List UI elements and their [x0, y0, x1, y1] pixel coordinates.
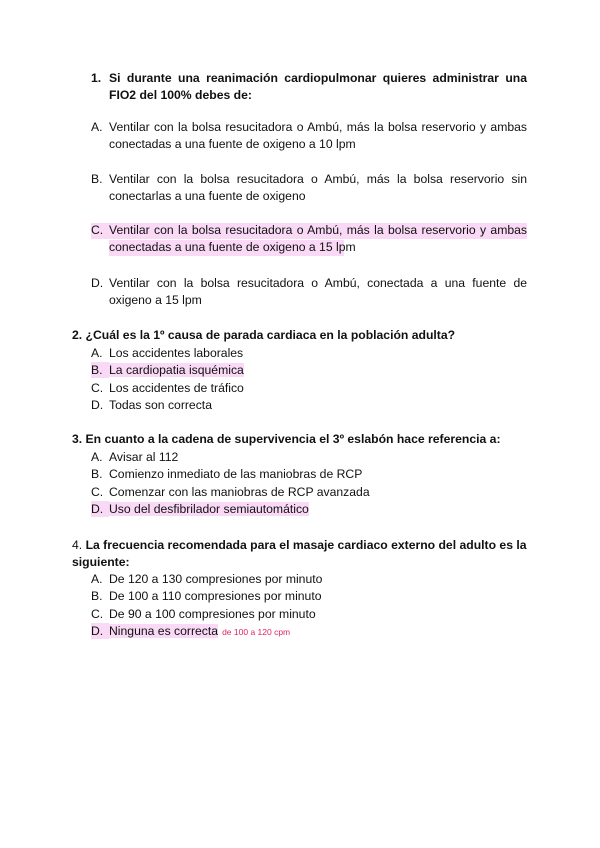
q1-option-c-letter: C.: [91, 223, 104, 237]
q2-option-d-text: Todas son correcta: [109, 398, 212, 412]
q1-option-b-letter: B.: [91, 172, 103, 186]
q2-option-c-text: Los accidentes de tráfico: [109, 381, 244, 395]
question-4-text: La frecuencia recomendada para el masaje cardiaco externo del adulto es la siguiente:: [72, 538, 527, 569]
q1-option-c: [91, 222, 527, 256]
q3-option-b-letter: B.: [91, 467, 103, 481]
q4-option-b: [91, 588, 322, 604]
q2-option-a-letter: A.: [91, 346, 103, 360]
question-4: [72, 537, 527, 571]
q1-option-d: [91, 275, 527, 309]
q3-option-c-text: Comenzar con las maniobras de RCP avanzada: [109, 485, 370, 499]
q1-option-b: [91, 171, 527, 205]
question-1-number: 1.: [91, 71, 102, 85]
q1-option-c-text: Ventilar con la bolsa resucitadora o Ambú, más la bolsa reservorio y ambas conectadas a una fuente de oxigeno a 15 lpm: [109, 223, 527, 254]
q1-option-a: [91, 119, 527, 153]
q1-option-b-text: Ventilar con la bolsa resucitadora o Ambú, más la bolsa reservorio sin conectarlas a una fuente de oxigeno: [109, 172, 527, 203]
q1-option-a-text: Ventilar con la bolsa resucitadora o Ambú, más la bolsa reservorio y ambas conectadas a una fuente de oxigeno a 10 lpm: [109, 120, 527, 151]
q4-answer-note: de 100 a 120 cpm: [222, 627, 291, 637]
q4-option-d: [91, 623, 290, 640]
q2-option-b-text: La cardiopatia isquémica: [109, 363, 244, 377]
q3-option-d-text: Uso del desfibrilador semiautomático: [109, 502, 309, 516]
q4-option-a-letter: A.: [91, 572, 103, 586]
q2-option-d: [91, 397, 212, 413]
q4-option-c-text: De 90 a 100 compresiones por minuto: [109, 607, 316, 621]
q2-option-b-letter: B.: [91, 362, 109, 378]
q3-option-b: [91, 466, 362, 482]
q2-option-b: [91, 362, 244, 378]
question-3-text: 3. En cuanto a la cadena de supervivencia el 3º eslabón hace referencia a:: [72, 432, 501, 446]
q4-option-b-letter: B.: [91, 589, 103, 603]
q3-option-d-letter: D.: [91, 501, 109, 517]
q3-option-a-text: Avisar al 112: [109, 450, 179, 464]
q2-option-c: [91, 380, 244, 396]
question-4-number: 4.: [72, 538, 83, 552]
question-1: [91, 70, 527, 104]
question-2-text: 2. ¿Cuál es la 1º causa de parada cardiaca en la población adulta?: [72, 328, 456, 342]
q4-option-a-text: De 120 a 130 compresiones por minuto: [109, 572, 323, 586]
q3-option-a: [91, 449, 178, 465]
q3-option-d: [91, 501, 309, 517]
question-1-text: Si durante una reanimación cardiopulmonar quieres administrar una FIO2 del 100% debes de:: [109, 71, 527, 102]
q4-option-d-letter: D.: [91, 623, 109, 639]
q4-option-b-text: De 100 a 110 compresiones por minuto: [109, 589, 322, 603]
q4-option-c-letter: C.: [91, 607, 104, 621]
q2-option-a: [91, 345, 243, 361]
q3-option-a-letter: A.: [91, 450, 103, 464]
q3-option-c-letter: C.: [91, 485, 104, 499]
q2-option-a-text: Los accidentes laborales: [109, 346, 244, 360]
q1-option-a-letter: A.: [91, 120, 103, 134]
q4-option-d-text: Ninguna es correcta: [109, 624, 219, 638]
q1-option-d-letter: D.: [91, 276, 104, 290]
q4-option-c: [91, 606, 316, 622]
q2-option-c-letter: C.: [91, 381, 104, 395]
q3-option-c: [91, 484, 370, 500]
q3-option-b-text: Comienzo inmediato de las maniobras de RCP: [109, 467, 363, 481]
q1-option-d-text: Ventilar con la bolsa resucitadora o Ambú, conectada a una fuente de oxigeno a 15 lpm: [109, 276, 527, 307]
q2-option-d-letter: D.: [91, 398, 104, 412]
q4-option-a: [91, 571, 322, 587]
